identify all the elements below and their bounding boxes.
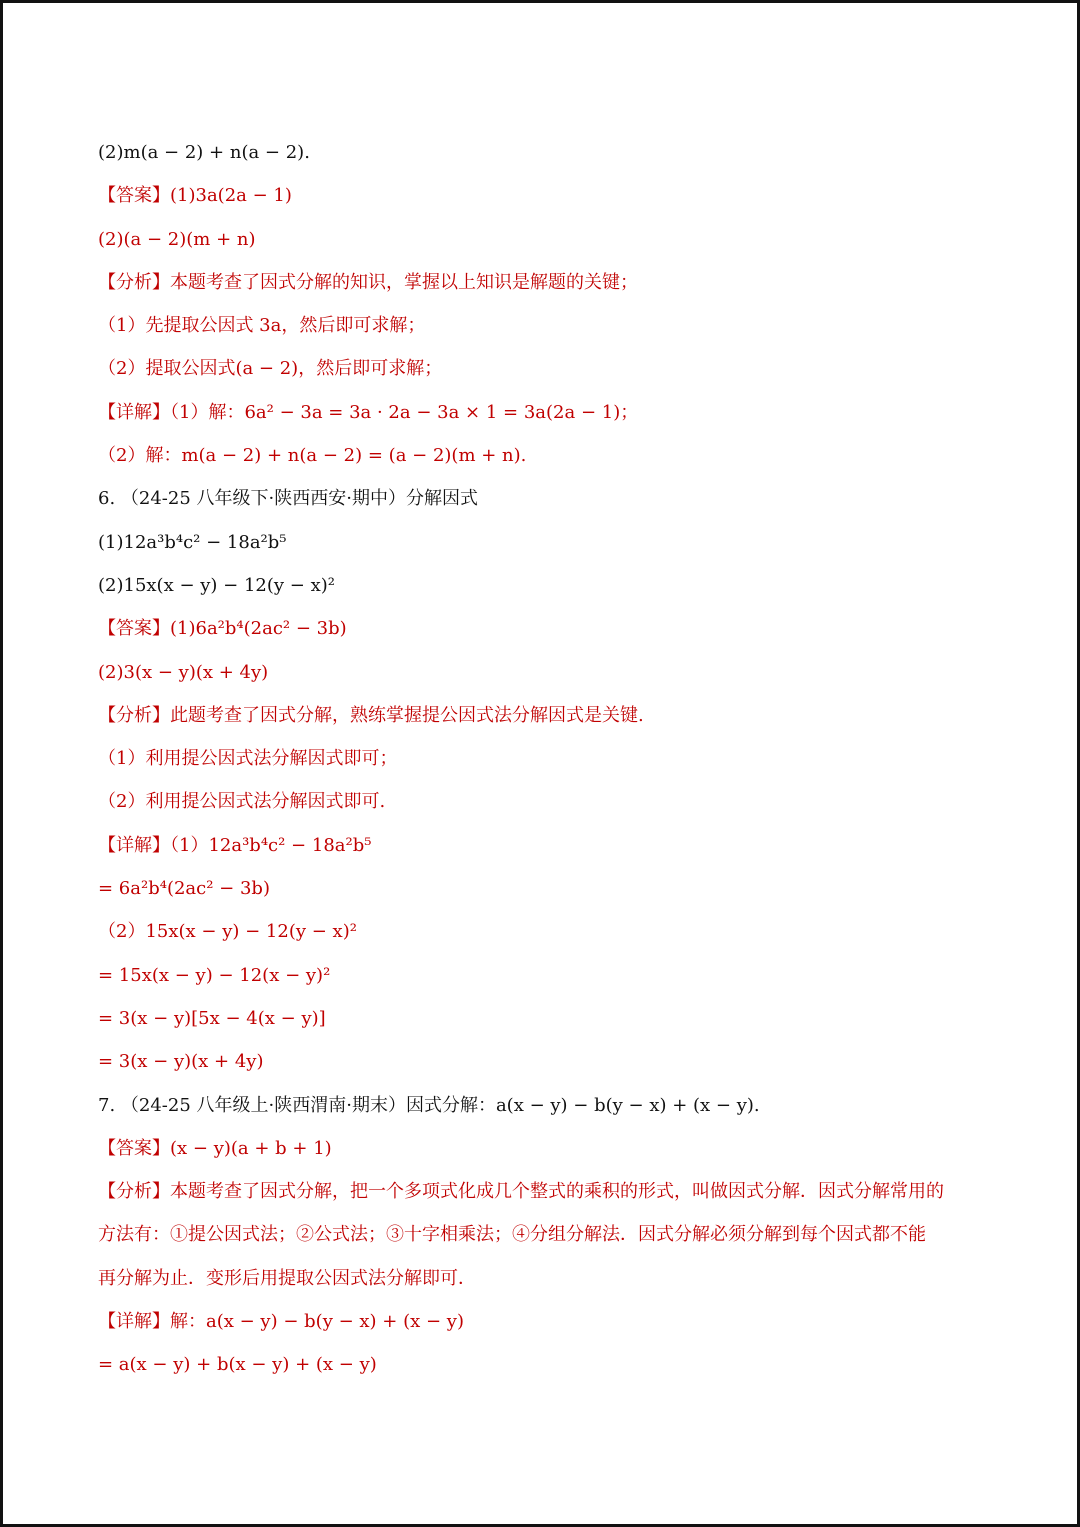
solution-line: = a(x − y) + b(x − y) + (x − y) bbox=[98, 1354, 377, 1376]
solution-line: （2）15x(x − y) − 12(y − x)² bbox=[98, 921, 357, 943]
answer-line: (2)3(x − y)(x + 4y) bbox=[98, 661, 269, 683]
answer-line: 【答案】(1)3a(2a − 1) bbox=[98, 185, 292, 207]
solution-line: 【详解】（1）解：6a² − 3a = 3a · 2a − 3a × 1 = 3a(2a − 1)； bbox=[98, 401, 639, 423]
question-line: (2)15x(x − y) − 12(y − x)² bbox=[98, 574, 335, 596]
answer-line: 【答案】(x − y)(a + b + 1) bbox=[98, 1137, 332, 1159]
analysis-line: 【分析】本题考查了因式分解的知识，掌握以上知识是解题的关键； bbox=[98, 271, 638, 293]
solution-line: = 3(x − y)[5x − 4(x − y)] bbox=[98, 1007, 326, 1029]
analysis-line: （2）利用提公因式法分解因式即可. bbox=[98, 791, 386, 813]
solution-line: 【详解】解：a(x − y) − b(y − x) + (x − y) bbox=[98, 1311, 464, 1333]
question-line: (1)12a³b⁴c² − 18a²b⁵ bbox=[98, 531, 287, 553]
answer-line: 【答案】(1)6a²b⁴(2ac² − 3b) bbox=[98, 618, 347, 640]
solution-line: （2）解：m(a − 2) + n(a − 2) = (a − 2)(m + n). bbox=[98, 445, 527, 467]
analysis-line: 【分析】本题考查了因式分解，把一个多项式化成几个整式的乘积的形式，叫做因式分解．因式分解常用的 bbox=[98, 1181, 944, 1203]
question-line: (2)m(a − 2) + n(a − 2). bbox=[98, 142, 310, 163]
solution-line: = 6a²b⁴(2ac² − 3b) bbox=[98, 878, 270, 900]
document-content bbox=[98, 131, 998, 1387]
analysis-line: （2）提取公因式(a − 2)，然后即可求解； bbox=[98, 358, 443, 380]
question-heading: 7. （24-25 八年级上·陕西渭南·期末）因式分解：a(x − y) − b(y − x) + (x − y). bbox=[98, 1094, 760, 1116]
solution-line: = 3(x − y)(x + 4y) bbox=[98, 1051, 264, 1073]
analysis-line: 再分解为止．变形后用提取公因式法分解即可． bbox=[98, 1267, 476, 1289]
analysis-line: 【分析】此题考查了因式分解，熟练掌握提公因式法分解因式是关键. bbox=[98, 704, 644, 726]
analysis-line: （1）利用提公因式法分解因式即可； bbox=[98, 748, 398, 770]
analysis-line: （1）先提取公因式 3a，然后即可求解； bbox=[98, 315, 426, 337]
answer-line: (2)(a − 2)(m + n) bbox=[98, 228, 256, 250]
analysis-line: 方法有：①提公因式法；②公式法；③十字相乘法；④分组分解法．因式分解必须分解到每个因式都不能 bbox=[98, 1224, 926, 1246]
question-heading: 6. （24-25 八年级下·陕西西安·期中）分解因式 bbox=[98, 488, 478, 510]
solution-line: 【详解】（1）12a³b⁴c² − 18a²b⁵ bbox=[98, 834, 372, 856]
solution-line: = 15x(x − y) − 12(x − y)² bbox=[98, 964, 331, 986]
